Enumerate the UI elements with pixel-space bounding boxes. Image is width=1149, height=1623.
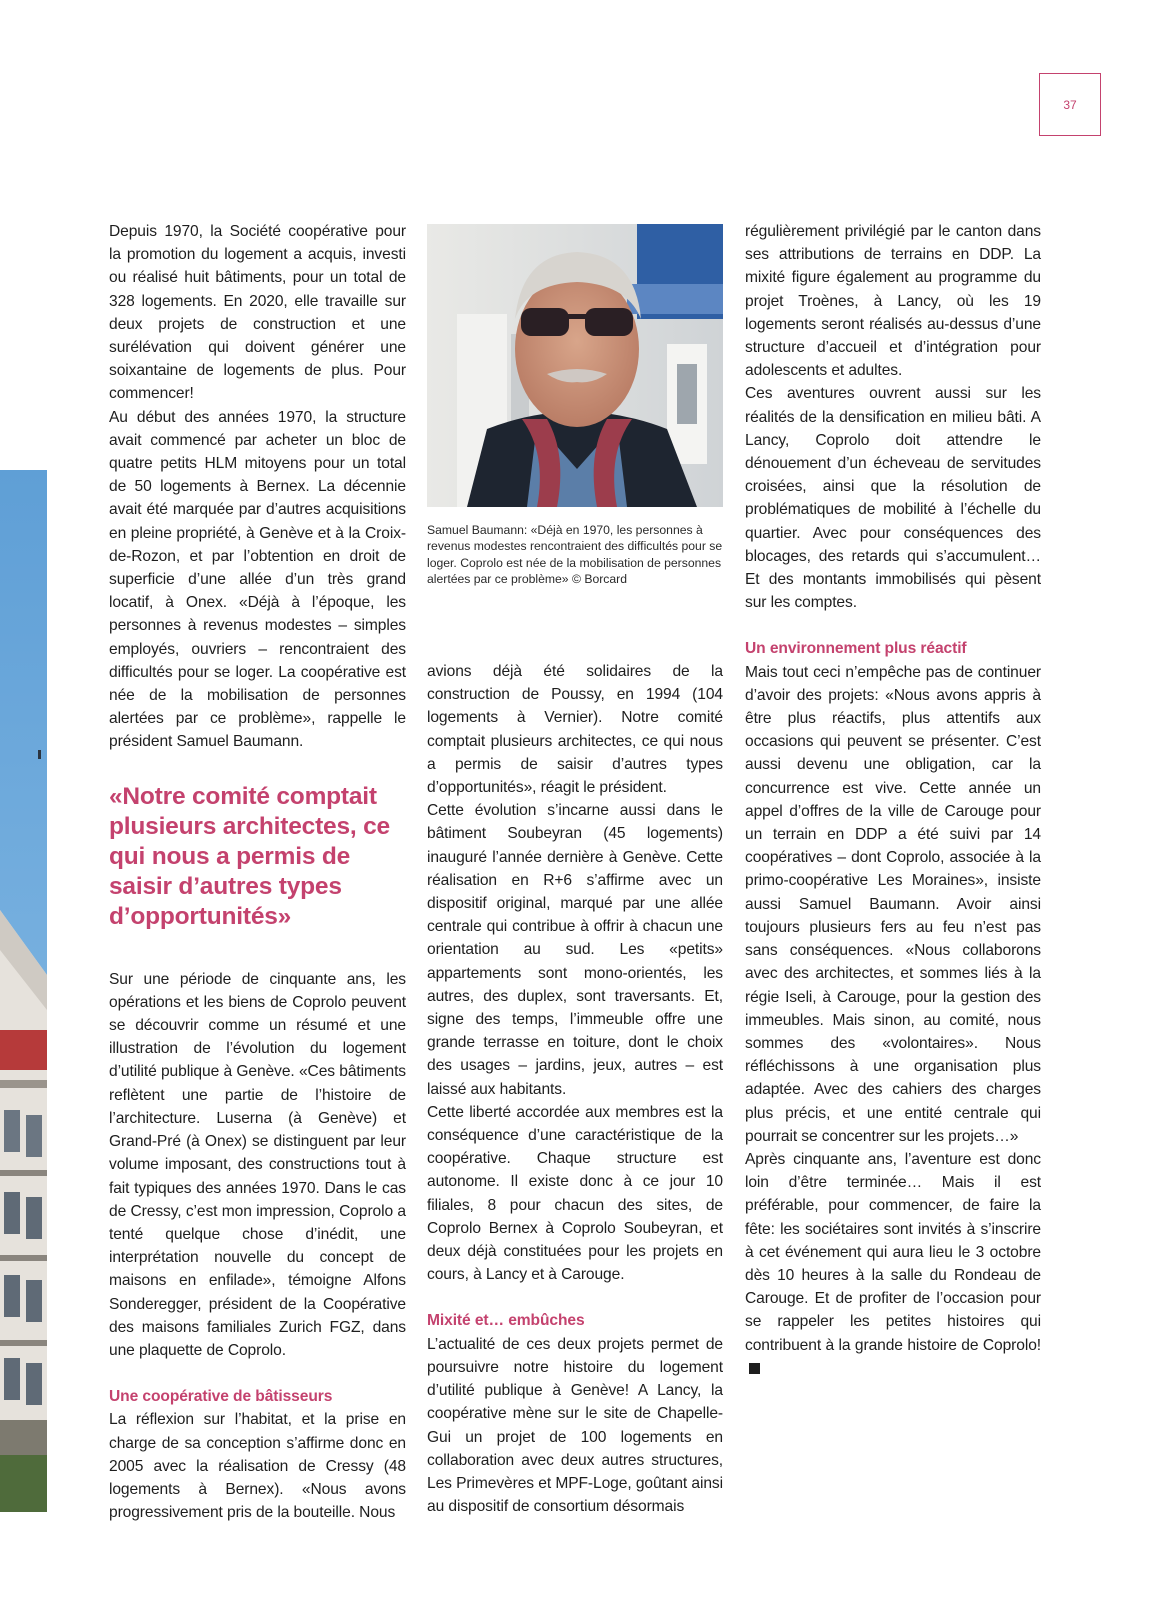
section-heading: Une coopérative de bâtisseurs — [109, 1388, 333, 1406]
paragraph: Depuis 1970, la Société coopérative pour la promotion du logement a acquis, investi ou réalisé huit bâtiments, pour un total de 328 logements. En 2020, elle travaille sur deux projets de construction et une surélévation qui doivent générer une soixantaine de logements de plus. Pour commencer! — [109, 223, 406, 403]
page-number: 37 — [1039, 73, 1101, 136]
paragraph: Cette évolution s’incarne aussi dans le bâtiment Soubeyran (45 logements) inauguré l’année dernière à Genève. Cette réalisation en R+6 s’affirme avec un dispositif original, marqué par une allée centrale qui contribue à offrir à chacun une orientation au sud. Les «petits» appartements sont mono-orientés, les autres, des duplex, sont traversants. Et, signe des temps, l’immeuble offre une grande terrasse en toiture, dont le choix des usages – jardins, jeux, autres – est laissé aux habitants. — [427, 802, 723, 1098]
photo-caption: Samuel Baumann: «Déjà en 1970, les personnes à revenus modestes rencontraient des difficultés pour se loger. Coprolo est née de la mobilisation de personnes alertées par ce problème» © Borcard — [427, 523, 723, 587]
article-column-2 — [427, 660, 723, 1518]
paragraph: Sur une période de cinquante ans, les opérations et les biens de Coprolo peuvent se découvrir comme un résumé et une illustration de l’évolution du logement d’utilité publique à Genève. «Ces bâtiments reflètent une partie de l’histoire de l’architecture. Luserna (à Genève) et Grand-Pré (à Onex) se distinguent par leur volume imposant, des constructions tout à fait typiques des années 1970. Dans le cas de Cressy, c’est mon impression, Coprolo a tenté quelque chose d’inédit, une interprétation nouvelle du concept de maisons en enfilade», témoigne Alfons Sonderegger, président de la Coopérative des maisons familiales Zurich FGZ, dans une plaquette de Coprolo. — [109, 970, 406, 1359]
paragraph: Ces aventures ouvrent aussi sur les réalités de la densification en milieu bâti. A Lancy, Coprolo doit attendre le dénouement d’un écheveau de servitudes croisées, ainsi que la résolution de problématiques de mobilité à l’échelle du quartier. Avec pour conséquences des blocages, des retards qui s’accumulent… Et des montants immobilisés qui pèsent sur les comptes. — [745, 385, 1041, 612]
end-of-article-mark — [749, 1363, 760, 1374]
paragraph — [745, 1148, 1041, 1380]
paragraph: avions déjà été solidaires de la construction de Poussy, en 1994 (104 logements à Vernier). Notre comité comptait plusieurs architectes, ce qui nous a permis de saisir d’autres types d’opportunités», réagit le président. — [427, 663, 723, 797]
article-column-3 — [745, 220, 1041, 1380]
paragraph: La réflexion sur l’habitat, et la prise en charge de sa conception s’affirme donc en 2005 avec la réalisation de Cressy (48 logements à Bernex). «Nous avons progressivement pris de la bouteille. Nous — [109, 1411, 406, 1522]
pull-quote: «Notre comité comptait plusieurs architectes, ce qui nous a permis de saisir d’autres types d’opportunités» — [109, 782, 390, 930]
paragraph-text: Après cinquante ans, l’aventure est donc loin d’être terminée… Mais il est préférable, pour commencer, de faire la fête: les sociétaires sont invités à s’inscrire à cet événement qui aura lieu le 3 octobre dès 10 heures à la salle du Rondeau de Carouge. Et de profiter de l’occasion pour se rappeler les petites histoires qui contribuent à la grande histoire de Coprolo! — [745, 1150, 1041, 1354]
article-column-1 — [109, 220, 406, 1524]
building-photo-strip — [0, 470, 47, 1512]
paragraph: Cette liberté accordée aux membres est la conséquence d’une caractéristique de la coopérative. Chaque structure est autonome. Il existe donc à ce jour 10 filiales, 8 pour chacun des sites, de Coprolo Bernex à Coprolo Soubeyran, et deux déjà constituées pour les projets en cours, à Lancy et à Carouge. — [427, 1103, 723, 1284]
paragraph: L’actualité de ces deux projets permet de poursuivre notre histoire du logement d’utilité publique à Genève! A Lancy, la coopérative mène sur le site de Chapelle-Gui un projet de 100 logements en collaboration avec deux autres structures, Les Primevères et MPF-Loge, goûtant ainsi au dispositif de consortium désormais — [427, 1335, 723, 1516]
paragraph: régulièrement privilégié par le canton dans ses attributions de terrains en DDP. La mixité figure également au programme du projet Troènes, à Lancy, où les 19 logements seront réalisés au-dessus d’une structure d’accueil et d’intégration pour adolescents et adultes. — [745, 223, 1041, 380]
paragraph: Mais tout ceci n’empêche pas de continuer d’avoir des projets: «Nous avons appris à être plus réactifs, plus attentifs aux occasions qui peuvent se présenter. C’est aussi devenu une obligation, car la concurrence est vive. Cette année un appel d’offres de la ville de Carouge pour un terrain en DDP a été suivi par 14 coopératives – dont Coprolo, associée à la primo-coopérative Les Moraines», insiste aussi Samuel Baumann. Avoir ainsi toujours plusieurs fers au feu n’est pas sans conséquences. «Nous collaborons avec des architectes, et sommes liés à la régie Iseli, à Carouge, pour la gestion des immeubles. Mais sinon, au comité, nous sommes des «volontaires». Nous réfléchissons à une organisation plus adaptée. Avec des cahiers des charges plus précis, et une entité centrale qui pourrait se concentrer sur les projets…» — [745, 663, 1041, 1145]
section-heading: Mixité et… embûches — [427, 1312, 585, 1330]
paragraph: Au début des années 1970, la structure avait commencé par acheter un bloc de quatre petits HLM mitoyens pour un total de 50 logements à Bernex. La décennie avait été marquée par d’autres acquisitions en pleine propriété, à Genève et à la Croix-de-Rozon, et par l’obtention en droit de superficie d’une allée d’un très grand locatif, à Onex. «Déjà à l’époque, les personnes à revenus modestes – simples employés, ouvriers – rencontraient des difficultés pour se loger. La coopérative est née de la mobilisation de personnes alertées par ce problème», rappelle le président Samuel Baumann. — [109, 408, 406, 751]
section-heading: Un environnement plus réactif — [745, 640, 967, 658]
portrait-photo — [427, 224, 723, 507]
